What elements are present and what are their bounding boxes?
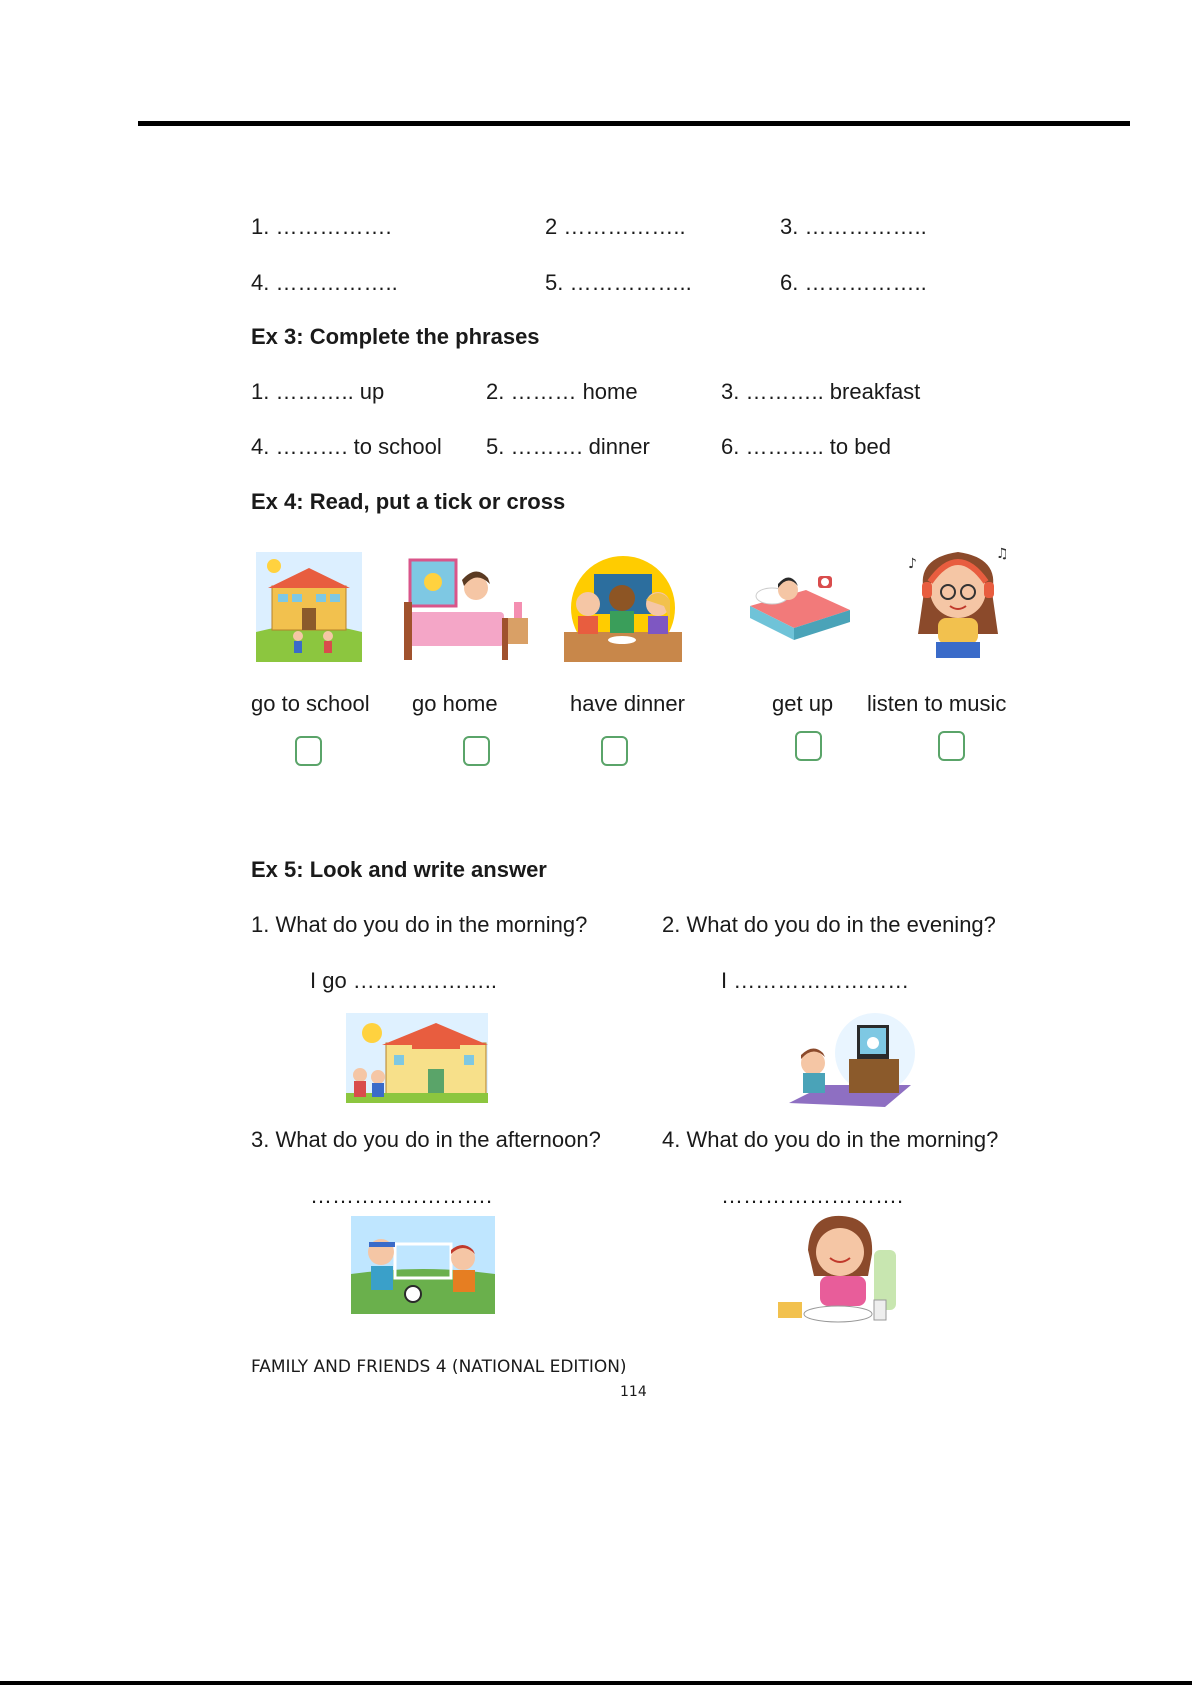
ex4-label-have-dinner: have dinner [570, 691, 685, 716]
boy-in-bed-picture [746, 566, 854, 652]
blank-3: 3. …………….. [780, 214, 927, 239]
ex5-question-2: 2. What do you do in the evening? [662, 912, 996, 937]
ex5-question-3: 3. What do you do in the afternoon? [251, 1127, 601, 1152]
ex4-label-get-up: get up [772, 691, 834, 716]
svg-text:♪: ♪ [908, 556, 917, 572]
checkbox-go-home[interactable] [463, 736, 490, 766]
ex5-question-1: 1. What do you do in the morning? [251, 912, 588, 937]
blank-1: 1. ……………. [251, 214, 392, 239]
family-dinner-picture [564, 556, 682, 662]
ex5-answer-3: ……………………. [310, 1183, 493, 1208]
ex5-title: Ex 5: Look and write answer [251, 857, 547, 882]
blank-2: 2 …………….. [545, 214, 686, 239]
blank-6: 6. …………….. [780, 270, 927, 295]
bottom-rule [0, 1681, 1192, 1685]
svg-text:♫: ♫ [996, 546, 1009, 562]
ex4-title: Ex 4: Read, put a tick or cross [251, 489, 566, 514]
ex3-item-4: 4. ………. to school [251, 434, 442, 459]
ex5-answer-4: ……………………. [721, 1183, 904, 1208]
blank-4: 4. …………….. [251, 270, 398, 295]
ex3-title: Ex 3: Complete the phrases [251, 324, 540, 349]
ex3-item-1: 1. ……….. up [251, 379, 385, 404]
checkbox-go-to-school[interactable] [295, 736, 322, 766]
footer-book-title: FAMILY AND FRIENDS 4 (NATIONAL EDITION) [251, 1357, 627, 1377]
school-picture [346, 1013, 488, 1103]
school-building-picture [256, 552, 362, 662]
kids-playing-football-picture [351, 1216, 495, 1314]
boy-watching-tv-picture [785, 1013, 915, 1113]
ex3-item-5: 5. ………. dinner [486, 434, 650, 459]
blank-5: 5. …………….. [545, 270, 692, 295]
checkbox-listen-to-music[interactable] [938, 731, 965, 761]
page-number: 114 [620, 1384, 647, 1400]
ex5-answer-2: I …………………… [721, 968, 910, 993]
ex5-question-4: 4. What do you do in the morning? [662, 1127, 999, 1152]
ex3-item-3: 3. ……….. breakfast [721, 379, 921, 404]
top-rule [138, 121, 1130, 126]
girl-with-headphones-picture [906, 538, 1010, 662]
checkbox-get-up[interactable] [795, 731, 822, 761]
girl-eating-picture [774, 1210, 902, 1328]
checkbox-have-dinner[interactable] [601, 736, 628, 766]
ex5-answer-1: I go ……………….. [310, 968, 498, 993]
ex3-item-6: 6. ……….. to bed [721, 434, 891, 459]
ex3-item-2: 2. ……… home [486, 379, 638, 404]
ex4-label-go-to-school: go to school [251, 691, 370, 716]
ex4-label-listen-to-music: listen to music [867, 691, 1007, 716]
girl-in-bed-picture [404, 556, 530, 662]
ex4-label-go-home: go home [412, 691, 498, 716]
